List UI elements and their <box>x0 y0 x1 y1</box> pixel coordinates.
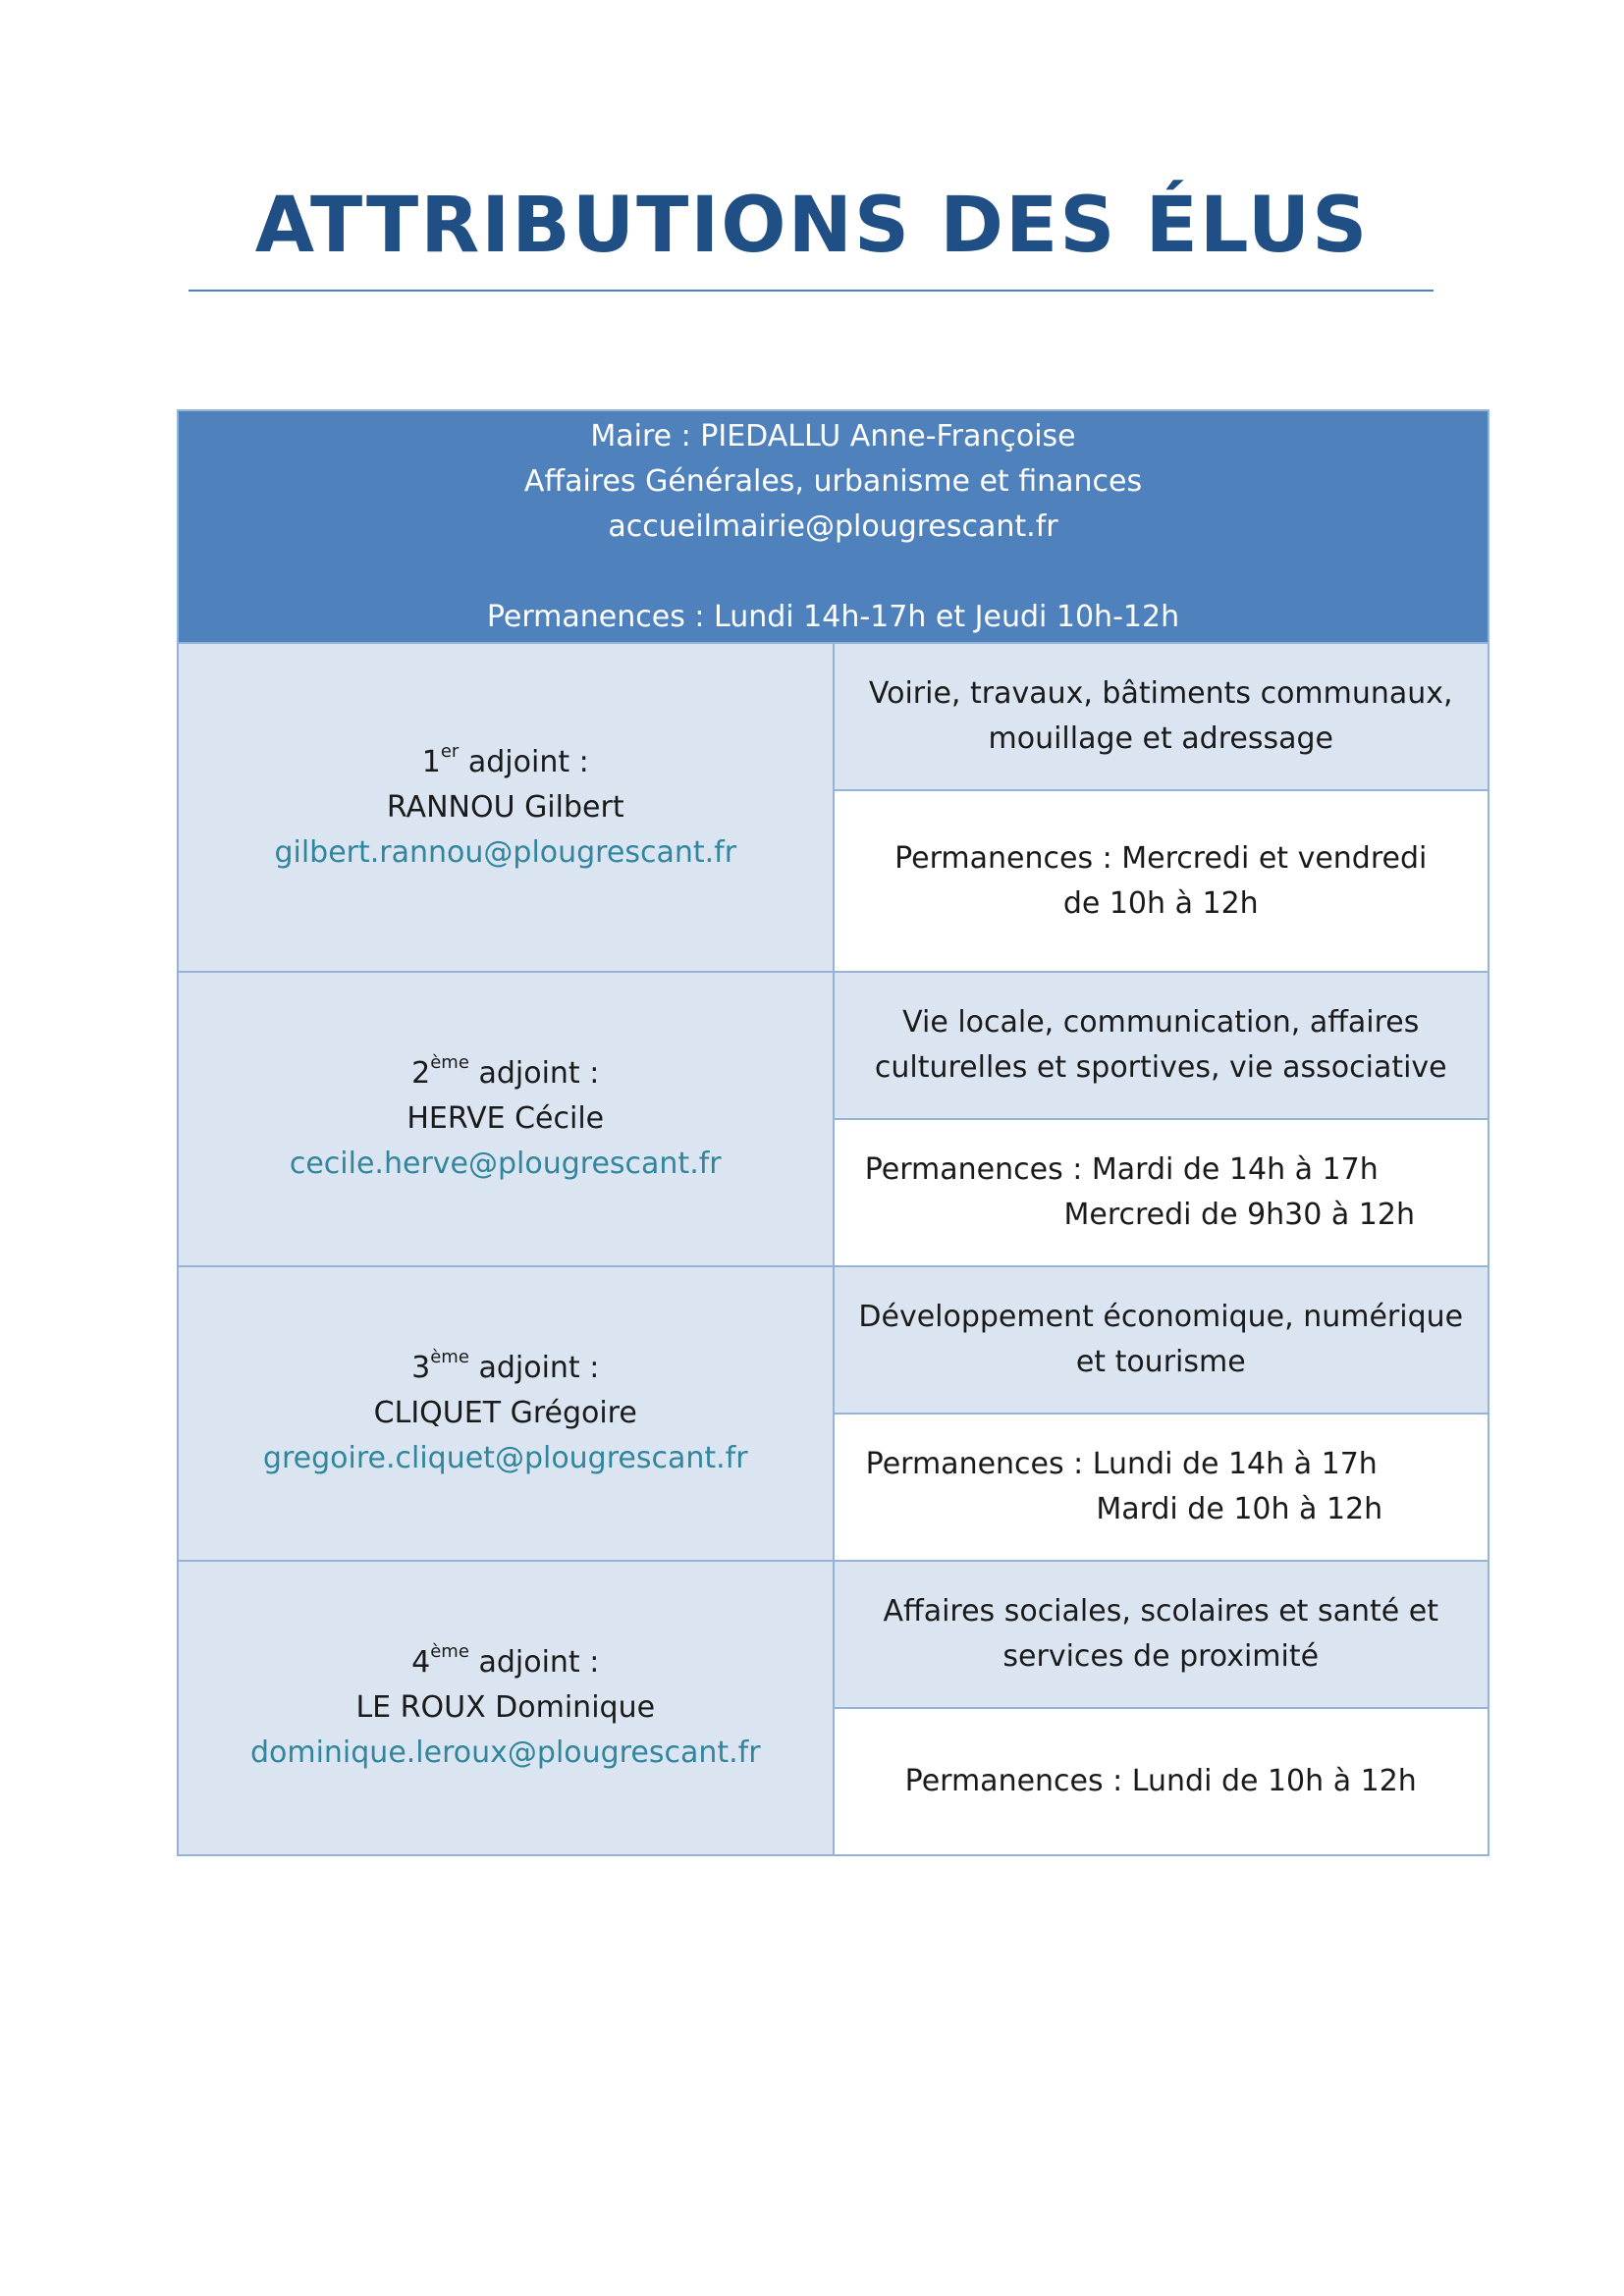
adjoint-2-domain-row <box>178 972 1489 1119</box>
adjoint-3-hours <box>834 1414 1489 1561</box>
adjoint-3-domain: Développement économique, numérique et tourisme <box>834 1266 1489 1414</box>
maire-domain: Affaires Générales, urbanisme et finances <box>523 463 1143 499</box>
adjoint-1-hours <box>834 790 1489 972</box>
adjoint-3-person-cell <box>178 1266 834 1561</box>
adjoint-4-domain: Affaires sociales, scolaires et santé et services de proximité <box>834 1561 1489 1708</box>
adjoint-3-hours-line1: Permanences : Lundi de 14h à 17h <box>865 1447 1378 1481</box>
adjoint-3-email-link[interactable]: gregoire.cliquet@plougrescant.fr <box>262 1441 748 1475</box>
adjoint-2-rank: 2ème adjoint : <box>411 1052 600 1091</box>
maire-name: Maire : PIEDALLU Anne-Françoise <box>590 418 1076 454</box>
adjoint-2-email-link[interactable]: cecile.herve@plougrescant.fr <box>289 1147 722 1181</box>
adjoint-2-hours-line1: Permanences : Mardi de 14h à 17h <box>864 1152 1379 1187</box>
adjoint-1-hours-line1: Permanences : Mercredi et vendredi <box>894 840 1428 876</box>
adjoint-3-name: CLIQUET Grégoire <box>373 1396 637 1430</box>
maire-spacer <box>190 550 1476 595</box>
adjoint-2-name: HERVE Cécile <box>406 1101 605 1136</box>
adjoint-1-name: RANNOU Gilbert <box>386 789 624 825</box>
adjoint-4-name: LE ROUX Dominique <box>355 1690 656 1725</box>
adjoint-4-person-cell <box>178 1561 834 1855</box>
maire-email[interactable]: accueilmairie@plougrescant.fr <box>608 508 1058 544</box>
adjoint-2-person-cell <box>178 972 834 1266</box>
adjoint-4-hours <box>834 1708 1489 1855</box>
title-divider <box>189 290 1434 292</box>
adjoint-1-rank: 1er adjoint : <box>421 740 589 779</box>
elected-officials-table <box>177 409 1489 1856</box>
adjoint-1-hours-line2: de 10h à 12h <box>1062 885 1259 921</box>
adjoint-2-hours <box>834 1119 1489 1266</box>
adjoint-1-domain: Voirie, travaux, bâtiments communaux, mouillage et adressage <box>834 643 1489 790</box>
adjoint-4-rank: 4ème adjoint : <box>411 1641 600 1680</box>
adjoint-2-hours-line2: Mercredi de 9h30 à 12h <box>1063 1198 1415 1232</box>
adjoint-2-domain: Vie locale, communication, affaires culturelles et sportives, vie associative <box>834 972 1489 1119</box>
adjoint-1-email-link[interactable]: gilbert.rannou@plougrescant.fr <box>274 834 737 870</box>
adjoint-4-hours-line1: Permanences : Lundi de 10h à 12h <box>904 1764 1417 1798</box>
adjoint-4-domain-row <box>178 1561 1489 1708</box>
adjoint-3-domain-row <box>178 1266 1489 1414</box>
adjoint-1-domain-row <box>178 643 1489 790</box>
maire-permanences: Permanences : Lundi 14h-17h et Jeudi 10h-12h <box>486 599 1180 634</box>
adjoint-3-hours-line2: Mardi de 10h à 12h <box>1096 1492 1383 1526</box>
maire-cell <box>178 410 1489 643</box>
adjoint-1-person-cell <box>178 643 834 972</box>
page-title: ATTRIBUTIONS DES ÉLUS <box>254 182 1370 270</box>
adjoint-3-rank: 3ème adjoint : <box>411 1347 600 1385</box>
maire-row <box>178 410 1489 643</box>
adjoint-4-email-link[interactable]: dominique.leroux@plougrescant.fr <box>249 1735 761 1770</box>
